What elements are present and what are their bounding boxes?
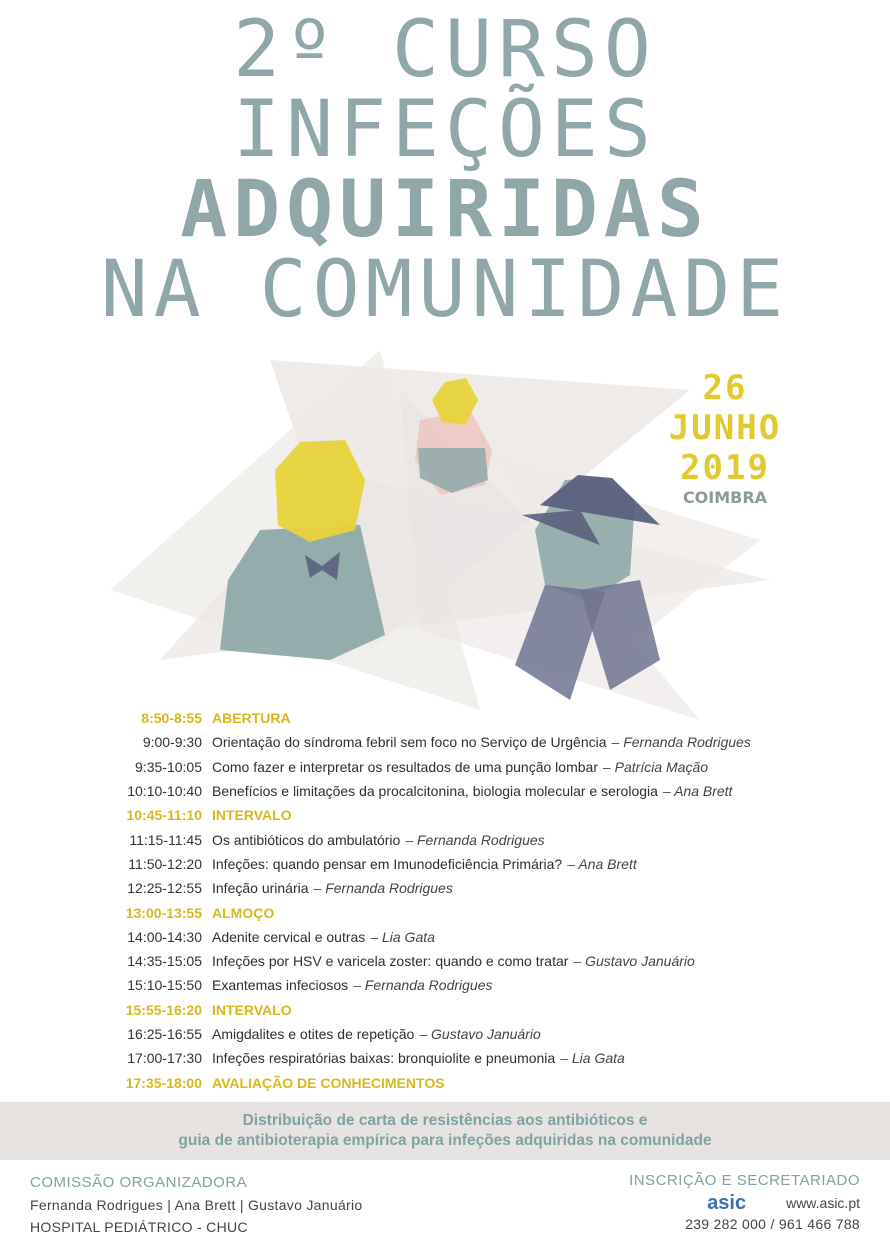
schedule-time: 12:25-12:55 — [127, 880, 202, 897]
website-link[interactable]: www.asic.pt — [786, 1195, 860, 1211]
schedule-time: 9:35-10:05 — [135, 758, 202, 775]
schedule-talk: Como fazer e interpretar os resultados de uma punção lombar — [212, 758, 598, 775]
schedule-time: 13:00-13:55 — [125, 904, 202, 921]
schedule-talk: Benefícios e limitações da procalcitonina, biologia molecular e serologia — [212, 783, 658, 800]
schedule-speaker: – Lia Gata — [370, 928, 435, 945]
banner-line-2: guia de antibioterapia empírica para infeções adquiridas na comunidade — [178, 1132, 712, 1149]
schedule-row — [90, 876, 850, 900]
schedule-talk: INTERVALO — [212, 807, 292, 824]
schedule-speaker: – Patrícia Mação — [602, 758, 709, 775]
schedule-row — [90, 1022, 850, 1046]
schedule-talk: Infeções por HSV e varicela zoster: quando e como tratar — [212, 953, 569, 970]
event-day: 26 — [702, 368, 748, 408]
committee-heading: COMISSÃO ORGANIZADORA — [30, 1174, 248, 1191]
committee-names: Fernanda Rodrigues | Ana Brett | Gustavo Januário — [30, 1197, 363, 1213]
title-line-4: NA COMUNIDADE — [100, 245, 790, 335]
title-line-2: INFEÇÕES — [233, 85, 657, 175]
schedule-speaker: – Fernanda Rodrigues — [611, 734, 751, 751]
registration-block — [629, 1172, 860, 1232]
schedule-row — [90, 852, 850, 876]
schedule-row — [90, 827, 850, 851]
event-month: JUNHO — [668, 408, 782, 448]
schedule-speaker: – Fernanda Rodrigues — [313, 880, 453, 897]
schedule-time: 11:15-11:45 — [129, 831, 202, 848]
schedule-time: 10:45-11:10 — [126, 807, 202, 824]
schedule-speaker: – Ana Brett — [567, 855, 637, 872]
schedule-speaker: – Ana Brett — [662, 783, 733, 800]
schedule-talk: Infeções: quando pensar em Imunodeficiência Primária? — [212, 855, 563, 872]
schedule-speaker: – Fernanda Rodrigues — [353, 977, 493, 994]
schedule-time: 15:10-15:50 — [127, 977, 202, 994]
schedule-row — [90, 755, 850, 779]
title-line-1: 2º CURSO — [233, 5, 657, 95]
schedule-talk: ABERTURA — [212, 710, 291, 727]
schedule-speaker: – Fernanda Rodrigues — [405, 831, 545, 848]
distribution-banner — [0, 1102, 890, 1160]
schedule-talk: Adenite cervical e outras — [212, 928, 366, 945]
schedule-row — [90, 900, 850, 924]
organizing-committee — [30, 1174, 363, 1235]
schedule-talk: Os antibióticos do ambulatório — [212, 831, 401, 848]
title-line-3: ADQUIRIDAS — [180, 165, 710, 255]
event-date — [655, 368, 795, 488]
schedule-row — [90, 779, 850, 803]
registration-heading: INSCRIÇÃO E SECRETARIADO — [629, 1172, 860, 1189]
schedule-row — [90, 730, 850, 754]
schedule-time: 11:50-12:20 — [128, 855, 202, 872]
schedule-time: 17:35-18:00 — [125, 1074, 202, 1091]
schedule-time: 17:00-17:30 — [127, 1050, 202, 1067]
schedule-row — [90, 925, 850, 949]
schedule-speaker: – Lia Gata — [560, 1050, 625, 1067]
child1-head — [275, 440, 365, 542]
schedule-row — [90, 973, 850, 997]
schedule-talk: Infeção urinária — [212, 880, 309, 897]
schedule-talk: AVALIAÇÃO DE CONHECIMENTOS — [212, 1074, 445, 1091]
schedule-talk: Exantemas infeciosos — [212, 977, 349, 994]
schedule-talk: Infeções respiratórias baixas: bronquiolite e pneumonia — [212, 1050, 556, 1067]
schedule-row — [90, 949, 850, 973]
course-title — [0, 5, 890, 335]
program-schedule — [90, 706, 850, 1095]
banner-line-1: Distribuição de carta de resistências aos antibióticos e — [242, 1112, 648, 1129]
schedule-talk: Orientação do síndroma febril sem foco no Serviço de Urgência — [212, 734, 607, 751]
schedule-speaker: – Gustavo Januário — [573, 953, 695, 970]
committee-hospital: HOSPITAL PEDIÁTRICO - CHUC — [30, 1219, 248, 1235]
schedule-talk: ALMOÇO — [212, 904, 275, 921]
schedule-row — [90, 998, 850, 1022]
schedule-time: 8:50-8:55 — [141, 710, 202, 727]
schedule-time: 14:00-14:30 — [127, 928, 202, 945]
asic-logo: asic — [707, 1192, 747, 1214]
schedule-time: 15:55-16:20 — [125, 1001, 202, 1018]
schedule-time: 10:10-10:40 — [127, 783, 202, 800]
contact-phones: 239 282 000 / 961 466 788 — [685, 1216, 860, 1232]
schedule-time: 14:35-15:05 — [127, 953, 202, 970]
schedule-row — [90, 706, 850, 730]
event-year: 2019 — [680, 448, 770, 488]
schedule-time: 9:00-9:30 — [142, 734, 202, 751]
schedule-row — [90, 803, 850, 827]
schedule-time: 16:25-16:55 — [127, 1026, 202, 1042]
schedule-row — [90, 1046, 850, 1070]
event-city: COIMBRA — [682, 488, 768, 507]
schedule-row — [90, 1070, 850, 1094]
schedule-talk: INTERVALO — [212, 1001, 292, 1018]
schedule-speaker: – Gustavo Januário — [419, 1026, 541, 1042]
schedule-talk: Amigdalites e otites de repetição — [212, 1026, 415, 1042]
